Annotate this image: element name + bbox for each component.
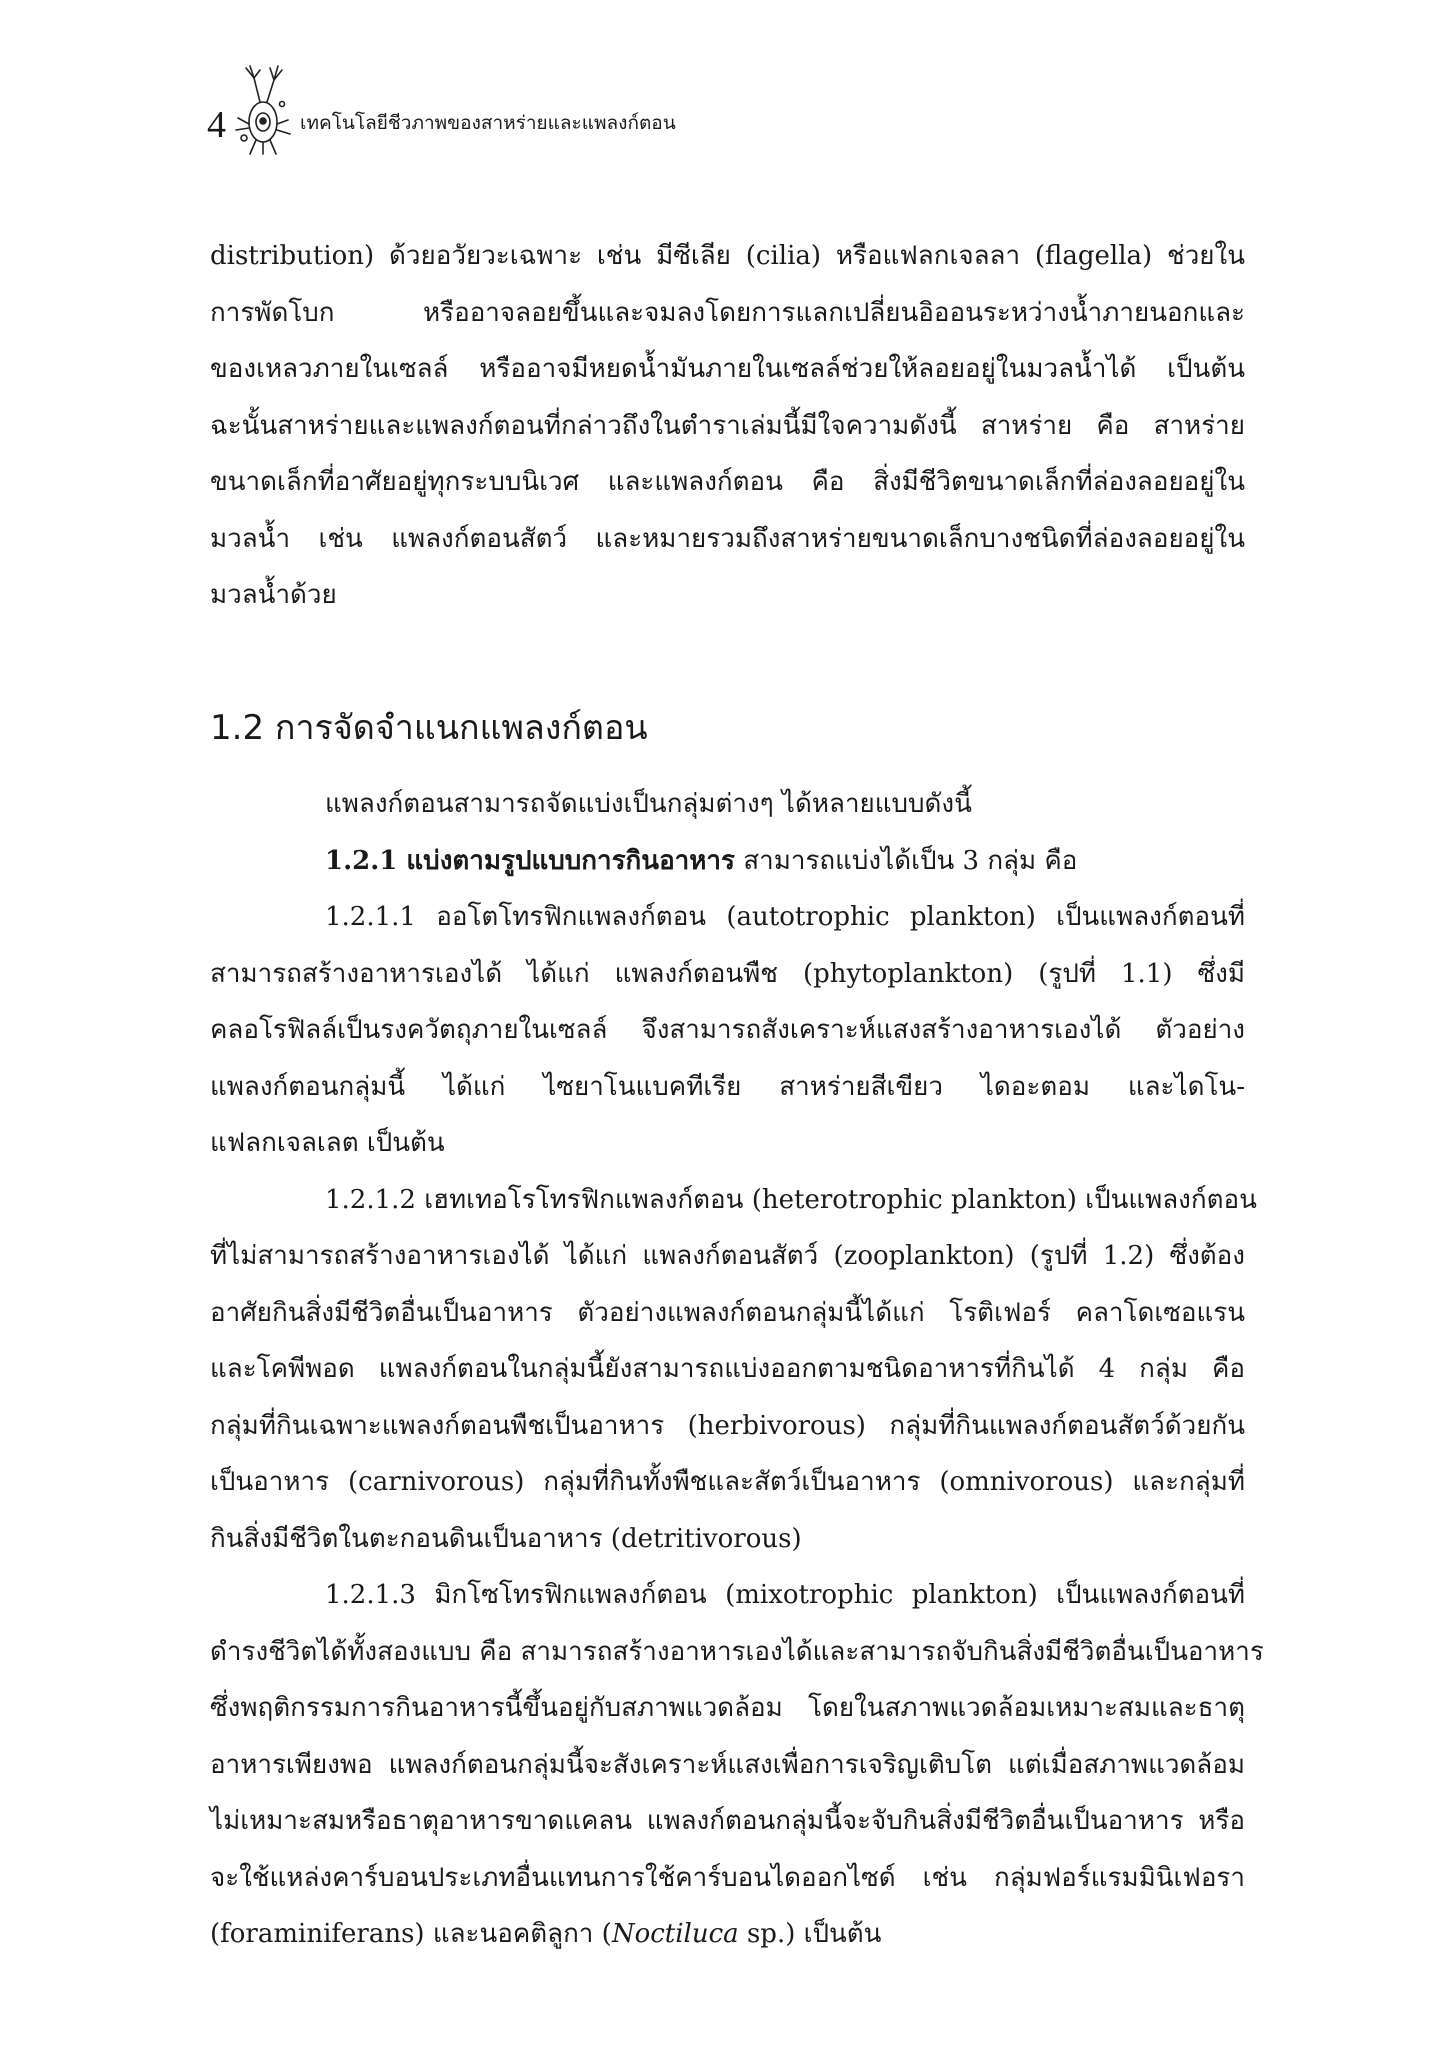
section-heading: 1.2 การจัดจำแนกแพลงก์ตอน [210, 708, 648, 748]
plankton-logo-icon [230, 64, 294, 156]
text-segment: sp.) เป็นต้น [738, 1919, 882, 1949]
running-title: เทคโนโลยีชีวภาพของสาหร่ายและแพลงก์ตอน [300, 112, 676, 134]
subsection-heading-rest: สามารถแบ่งได้เป็น 3 กลุ่ม คือ [734, 845, 1078, 876]
text-line: คลอโรฟิลล์เป็นรงควัตถุภายในเซลล์ จึงสามารถสังเคราะห์แสงสร้างอาหารเองได้ ตัวอย่าง [210, 1015, 1245, 1045]
text-line: ดำรงชีวิตได้ทั้งสองแบบ คือ สามารถสร้างอาหารเองได้และสามารถจับกินสิ่งมีชีวิตอื่นเป็นอาหาร [210, 1636, 1264, 1667]
text-line: มวลน้ำ เช่น แพลงก์ตอนสัตว์ และหมายรวมถึงสาหร่ายขนาดเล็กบางชนิดที่ล่องลอยอยู่ใน [210, 523, 1245, 554]
text-line: 1.2.1.1 ออโตโทรฟิกแพลงก์ตอน (autotrophic plankton) เป็นแพลงก์ตอนที่ [325, 902, 1245, 932]
text-line: ที่ไม่สามารถสร้างอาหารเองได้ ได้แก่ แพลงก์ตอนสัตว์ (zooplankton) (รูปที่ 1.2) ซึ่งต้อง [210, 1241, 1245, 1271]
subsection-heading [210, 833, 1245, 890]
text-line: ไม่เหมาะสมหรือธาตุอาหารขาดแคลน แพลงก์ตอนกลุ่มนี้จะจับกินสิ่งมีชีวิตอื่นเป็นอาหาร หรือ [210, 1806, 1245, 1836]
text-line: การพัดโบก หรืออาจลอยขึ้นและจมลงโดยการแลกเปลี่ยนอิออนระหว่างน้ำภายนอกและ [210, 297, 1245, 328]
paragraph-continuation [210, 228, 1245, 624]
paragraph-heterotrophic [210, 1172, 1257, 1568]
text-line: 1.2.1.2 เฮทเทอโรโทรฟิกแพลงก์ตอน (heterotrophic plankton) เป็นแพลงก์ตอน [325, 1184, 1257, 1215]
text-line [210, 1906, 1245, 1963]
text-line: ขนาดเล็กที่อาศัยอยู่ทุกระบบนิเวศ และแพลงก์ตอน คือ สิ่งมีชีวิตขนาดเล็กที่ล่องลอยอยู่ใน [210, 467, 1245, 497]
text-line: แฟลกเจลเลต เป็นต้น [210, 1128, 445, 1158]
text-line: แพลงก์ตอนสามารถจัดแบ่งเป็นกลุ่มต่างๆ ได้หลายแบบดังนี้ [325, 789, 972, 819]
text-line: จะใช้แหล่งคาร์บอนประเภทอื่นแทนการใช้คาร์บอนไดออกไซด์ เช่น กลุ่มฟอร์แรมมินิเฟอรา [210, 1862, 1245, 1893]
text-line: อาหารเพียงพอ แพลงก์ตอนกลุ่มนี้จะสังเคราะห์แสงเพื่อการเจริญเติบโต แต่เมื่อสภาพแวดล้อม [210, 1749, 1245, 1780]
text-line: distribution) ด้วยอวัยวะเฉพาะ เช่น มีซีเลีย (cilia) หรือแฟลกเจลลา (flagella) ช่วยใน [210, 241, 1245, 271]
scientific-name: Noctiluca [611, 1919, 739, 1949]
text-line: อาศัยกินสิ่งมีชีวิตอื่นเป็นอาหาร ตัวอย่างแพลงก์ตอนกลุ่มนี้ได้แก่ โรติเฟอร์ คลาโดเซอแรน [210, 1297, 1245, 1328]
text-line: แพลงก์ตอนกลุ่มนี้ ได้แก่ ไซยาโนแบคทีเรีย สาหร่ายสีเขียว ไดอะตอม และไดโน- [210, 1071, 1245, 1102]
text-line: มวลน้ำด้วย [210, 580, 337, 610]
text-line: และโคพีพอด แพลงก์ตอนในกลุ่มนี้ยังสามารถแบ่งออกตามชนิดอาหารที่กินได้ 4 กลุ่ม คือ [210, 1354, 1245, 1384]
paragraph-autotrophic [210, 889, 1245, 1172]
intro-paragraph [210, 228, 1245, 624]
paragraph-mixotrophic [210, 1567, 1264, 1963]
subsection-heading-bold: 1.2.1 แบ่งตามรูปแบบการกินอาหาร [325, 845, 735, 876]
text-line: ซึ่งพฤติกรรมการกินอาหารนี้ขึ้นอยู่กับสภาพแวดล้อม โดยในสภาพแวดล้อมเหมาะสมและธาตุ [210, 1693, 1245, 1723]
page-header [207, 56, 676, 156]
text-line: กินสิ่งมีชีวิตในตะกอนดินเป็นอาหาร (detritivorous) [210, 1523, 802, 1554]
section-body [210, 776, 1264, 1963]
text-line: สามารถสร้างอาหารเองได้ ได้แก่ แพลงก์ตอนพืช (phytoplankton) (รูปที่ 1.1) ซึ่งมี [210, 958, 1245, 989]
text-line: เป็นอาหาร (carnivorous) กลุ่มที่กินทั้งพืชและสัตว์เป็นอาหาร (omnivorous) และกลุ่มที่ [210, 1467, 1245, 1497]
section-intro [210, 776, 1245, 889]
text-line: กลุ่มที่กินเฉพาะแพลงก์ตอนพืชเป็นอาหาร (herbivorous) กลุ่มที่กินแพลงก์ตอนสัตว์ด้วยกัน [210, 1410, 1245, 1441]
text-line: ของเหลวภายในเซลล์ หรืออาจมีหยดน้ำมันภายในเซลล์ช่วยให้ลอยอยู่ในมวลน้ำได้ เป็นต้น [210, 354, 1245, 384]
page-number: 4 [207, 104, 226, 146]
text-line: ฉะนั้นสาหร่ายและแพลงก์ตอนที่กล่าวถึงในตำราเล่มนี้มีใจความดังนี้ สาหร่าย คือ สาหร่าย [210, 410, 1245, 441]
text-line: 1.2.1.3 มิกโซโทรฟิกแพลงก์ตอน (mixotrophic plankton) เป็นแพลงก์ตอนที่ [325, 1580, 1245, 1610]
text-segment: (foraminiferans) และนอคติลูกา ( [210, 1919, 612, 1949]
